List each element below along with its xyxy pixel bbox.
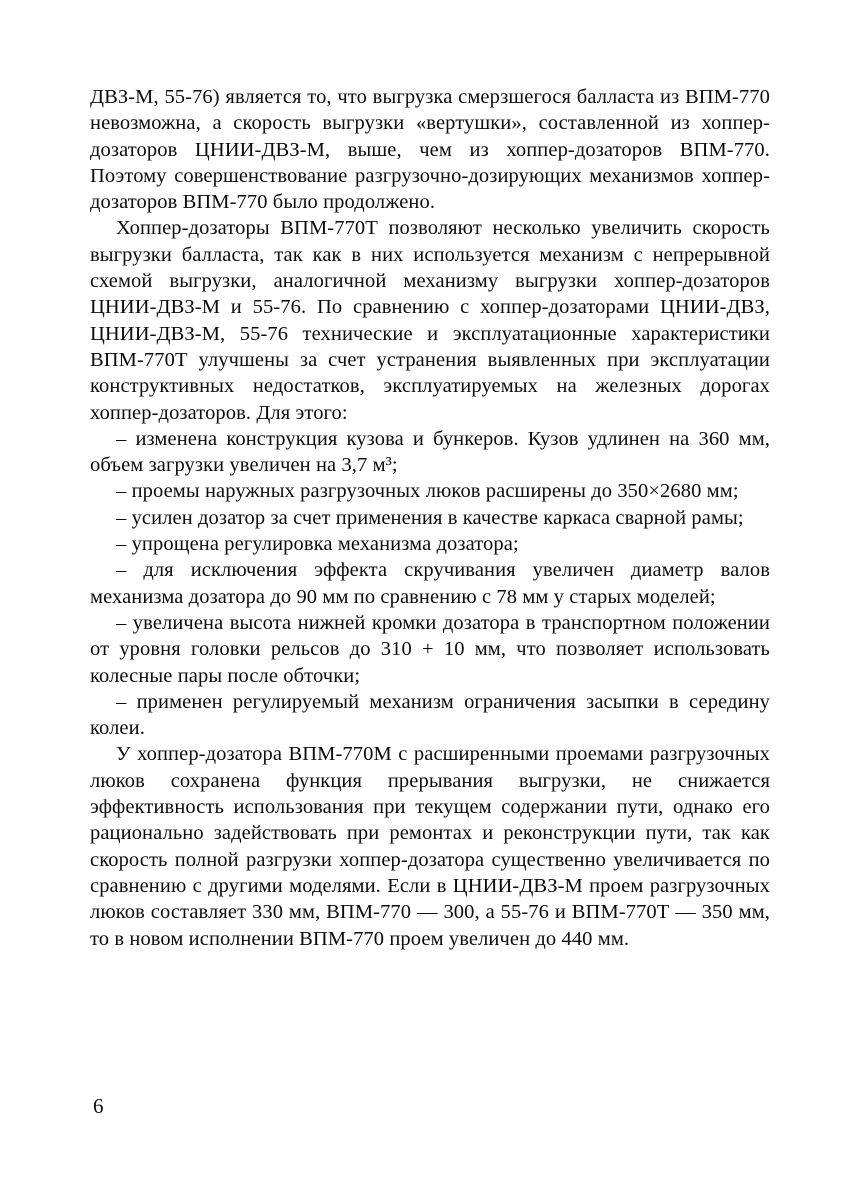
list-item-paragraph: – применен регулируемый механизм ограничения засыпки в середину колеи.	[90, 690, 770, 740]
page-number: 6	[93, 1094, 104, 1118]
list-item-paragraph: – для исключения эффекта скручивания увеличен диаметр валов механизма дозатора до 90 мм по сравнению с 78 мм у старых моделей;	[90, 559, 770, 608]
page-text	[90, 84, 770, 952]
paragraph: Хоппер-дозаторы ВПМ-770Т позволяют несколько увеличить скорость выгрузки балласта, так как в них используется механизм с непрерывной схемой выгрузки, аналогичной механизму выгрузки хоппер-дозаторов ЦНИИ-ДВЗ-М и 55-76. По сравнению с хоппер-дозаторами ЦНИИ-ДВЗ, ЦНИИ-ДВЗ-М, 55-76 технические и эксплуатационные характеристики ВПМ-770Т улучшены за счет устранения выявленных при эксплуатации конструктивных недостатков, эксплуатируемых на железных дорогах хоппер-дозаторов. Для этого:	[90, 217, 770, 424]
list-item-paragraph: – изменена конструкция кузова и бункеров. Кузов удлинен на 360 мм, объем загрузки увеличен на 3,7 м³;	[90, 427, 770, 477]
list-item-paragraph: – проемы наружных разгрузочных люков расширены до 350×2680 мм;	[116, 480, 739, 503]
paragraph: ДВЗ-М, 55-76) является то, что выгрузка смерзшегося балласта из ВПМ-770 невозможна, а скорость выгрузки «вертушки», составленной из хоппер-дозаторов ЦНИИ-ДВЗ-М, выше, чем из хоппер-дозаторов ВПМ-770. Поэтому совершенствование разгрузочно-дозирующих механизмов хоппер-дозаторов ВПМ-770 было продолжено.	[90, 86, 770, 214]
list-item-paragraph: – упрощена регулировка механизма дозатора;	[116, 533, 519, 556]
list-item-paragraph: – усилен дозатор за счет применения в качестве каркаса сварной рамы;	[116, 506, 744, 529]
paragraph: У хоппер-дозатора ВПМ-770М с расширенными проемами разгрузочных люков сохранена функция прерывания выгрузки, не снижается эффективность использования при текущем содержании пути, однако его рационально задействовать при ремонтах и реконструкции пути, так как скорость полной разгрузки хоппер-дозатора существенно увеличивается по сравнению с другими моделями. Если в ЦНИИ-ДВЗ-М проем разгрузочных люков составляет 330 мм, ВПМ-770 — 300, а 55-76 и ВПМ-770Т — 350 мм, то в новом исполнении ВПМ-770 проем увеличен до 440 мм.	[90, 743, 770, 950]
list-item-paragraph: – увеличена высота нижней кромки дозатора в транспортном положении от уровня головки рельсов до 310 + 10 мм, что позволяет использовать колесные пары после обточки;	[90, 611, 770, 687]
